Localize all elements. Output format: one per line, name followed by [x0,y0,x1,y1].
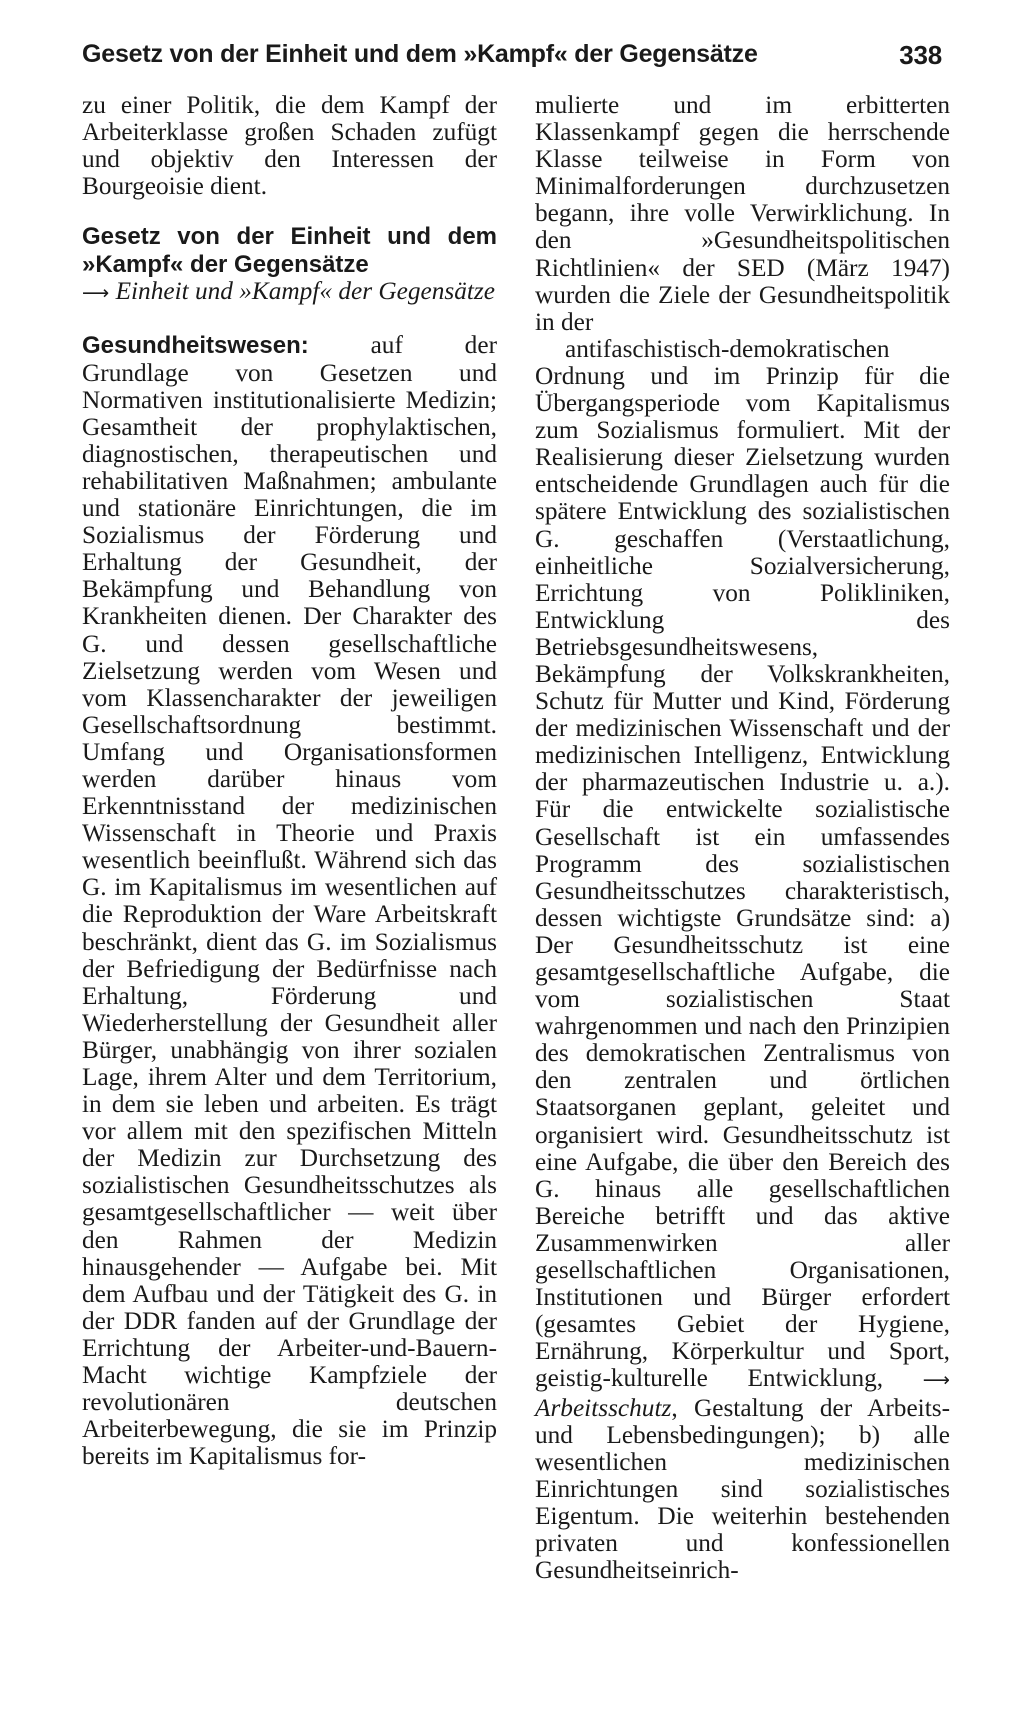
page-number: 338 [899,40,942,70]
entry-headword: Gesundheitswesen: [82,332,309,360]
cross-reference-target: Arbeitsschutz [535,1393,672,1422]
cross-reference-target: Einheit und »Kampf« der Gegensätze [115,277,495,306]
body-paragraph-2 [535,363,950,1584]
running-header [82,40,942,80]
continuation-paragraph: zu einer Politik, die dem Kampf der Arbeiterklasse großen Schaden zufügt und objektiv den Interessen der Bourgeoisie dient. [82,91,497,201]
right-column [535,92,950,1584]
cross-reference-arrow-icon: ⟶ [922,1369,950,1392]
running-header-title: Gesetz von der Einheit und dem »Kampf« der Gegensätze [82,40,758,68]
body-text: Ordnung und im Prinzip für die Übergangsperiode vom Kapitalismus zum Sozialismus formuliert. Mit der Realisierung dieser Zielsetzung wurden entscheidende Grundlagen auch für die spätere Entwicklung des sozialistischen G. geschaffen (Verstaatlichung, einheitliche Sozialversicherung, Errichtung von Polikliniken, Entwicklung des Betriebsgesundheitswesens, Bekämpfung der Volkskrankheiten, Schutz für Mutter und Kind, Förderung der medizinischen Wissenschaft und der medizinischen Intelligenz, Entwicklung der pharmazeutischen Industrie u. a.). Für die entwickelte sozialistische Gesellschaft ist ein umfassendes Programm des sozialistischen Gesundheitsschutzes charakteristisch, dessen wichtigste Grundsätze sind: a) Der Gesundheitsschutz ist eine gesamtgesellschaftliche Aufgabe, die vom sozialistischen Staat wahrgenommen und nach den Prinzipien des demokratischen Zentralismus von den zentralen und örtlichen Staatsorganen geplant, geleitet und organisiert wird. Gesundheitsschutz ist eine Aufgabe, die über den Bereich des G. hinaus alle gesellschaftlichen Bereiche betrifft und das aktive Zusammenwirken aller gesellschaftlichen Organisationen, Institutionen und Bürger erfordert (gesamtes Gebiet der Hygiene, Ernährung, Körperkultur und Sport, geistig-kulturelle Entwicklung, [535,361,950,1393]
body-paragraph-1: mulierte und im erbitterten Klassenkampf gegen die herrschende Klasse teilweise in Form von Minimalforderungen durchzusetzen begann, ihre volle Verwirklichung. In den »Gesundheitspolitischen Richtlinien« der SED (März 1947) wurden die Ziele der Gesundheitspolitik in der [535,91,950,336]
cross-reference [82,278,497,307]
entry-body-text: auf der Grundlage von Gesetzen und Normativen institutionalisierte Medizin; Gesamtheit der prophylaktischen, diagnostischen, therapeutischen und rehabilitativen Maßnahmen; ambulante und stationäre Einrichtungen, die im Sozialismus der Förderung und Erhaltung der Gesundheit, der Bekämpfung und Behandlung von Krankheiten dienen. Der Charakter des G. und dessen gesellschaftliche Zielsetzung werden vom Wesen und vom Klassencharakter der jeweiligen Gesellschaftsordnung bestimmt. Umfang und Organisationsformen werden darüber hinaus vom Erkenntnisstand der medizinischen Wissenschaft in Theorie und Praxis wesentlich beeinflußt. Während sich das G. im Kapitalismus im wesentlichen auf die Reproduktion der Ware Arbeitskraft beschränkt, dient das G. im Sozialismus der Befriedigung der Bedürfnisse nach Erhaltung, Förderung und Wiederherstellung der Gesundheit aller Bürger, unabhängig von ihrer sozialen Lage, ihrem Alter und dem Territorium, in dem sie leben und arbeiten. Es trägt vor allem mit den spezifischen Mitteln der Medizin zur Durchsetzung des sozialistischen Gesundheitsschutzes als gesamtgesellschaftlicher — weit über den Rahmen der Medizin hinausgehender — Aufgabe bei. Mit dem Aufbau und der Tätigkeit des G. in der DDR fanden auf der Grundlage der Errichtung der Arbeiter-und-Bauern-Macht wichtige Kampfziele der revolutionären deutschen Arbeiterbewegung, die sie im Prinzip bereits im Kapitalismus for- [82,331,497,1471]
entry-paragraph [82,332,497,1470]
cross-reference-arrow-icon: ⟶ [82,282,110,305]
left-column [82,92,497,1470]
body-text-continued: , Gestaltung der Arbeits- und Lebensbedingungen); b) alle wesentlichen medizinischen Einrichtungen sind sozialistisches Eigentum. Die weiterhin bestehenden privaten und konfessionellen Gesundheitseinrich- [535,1393,950,1585]
indented-line: antifaschistisch-demokratischen [565,334,890,363]
entry-title: Gesetz von der Einheit und dem »Kampf« der Gegensätze [82,223,497,278]
